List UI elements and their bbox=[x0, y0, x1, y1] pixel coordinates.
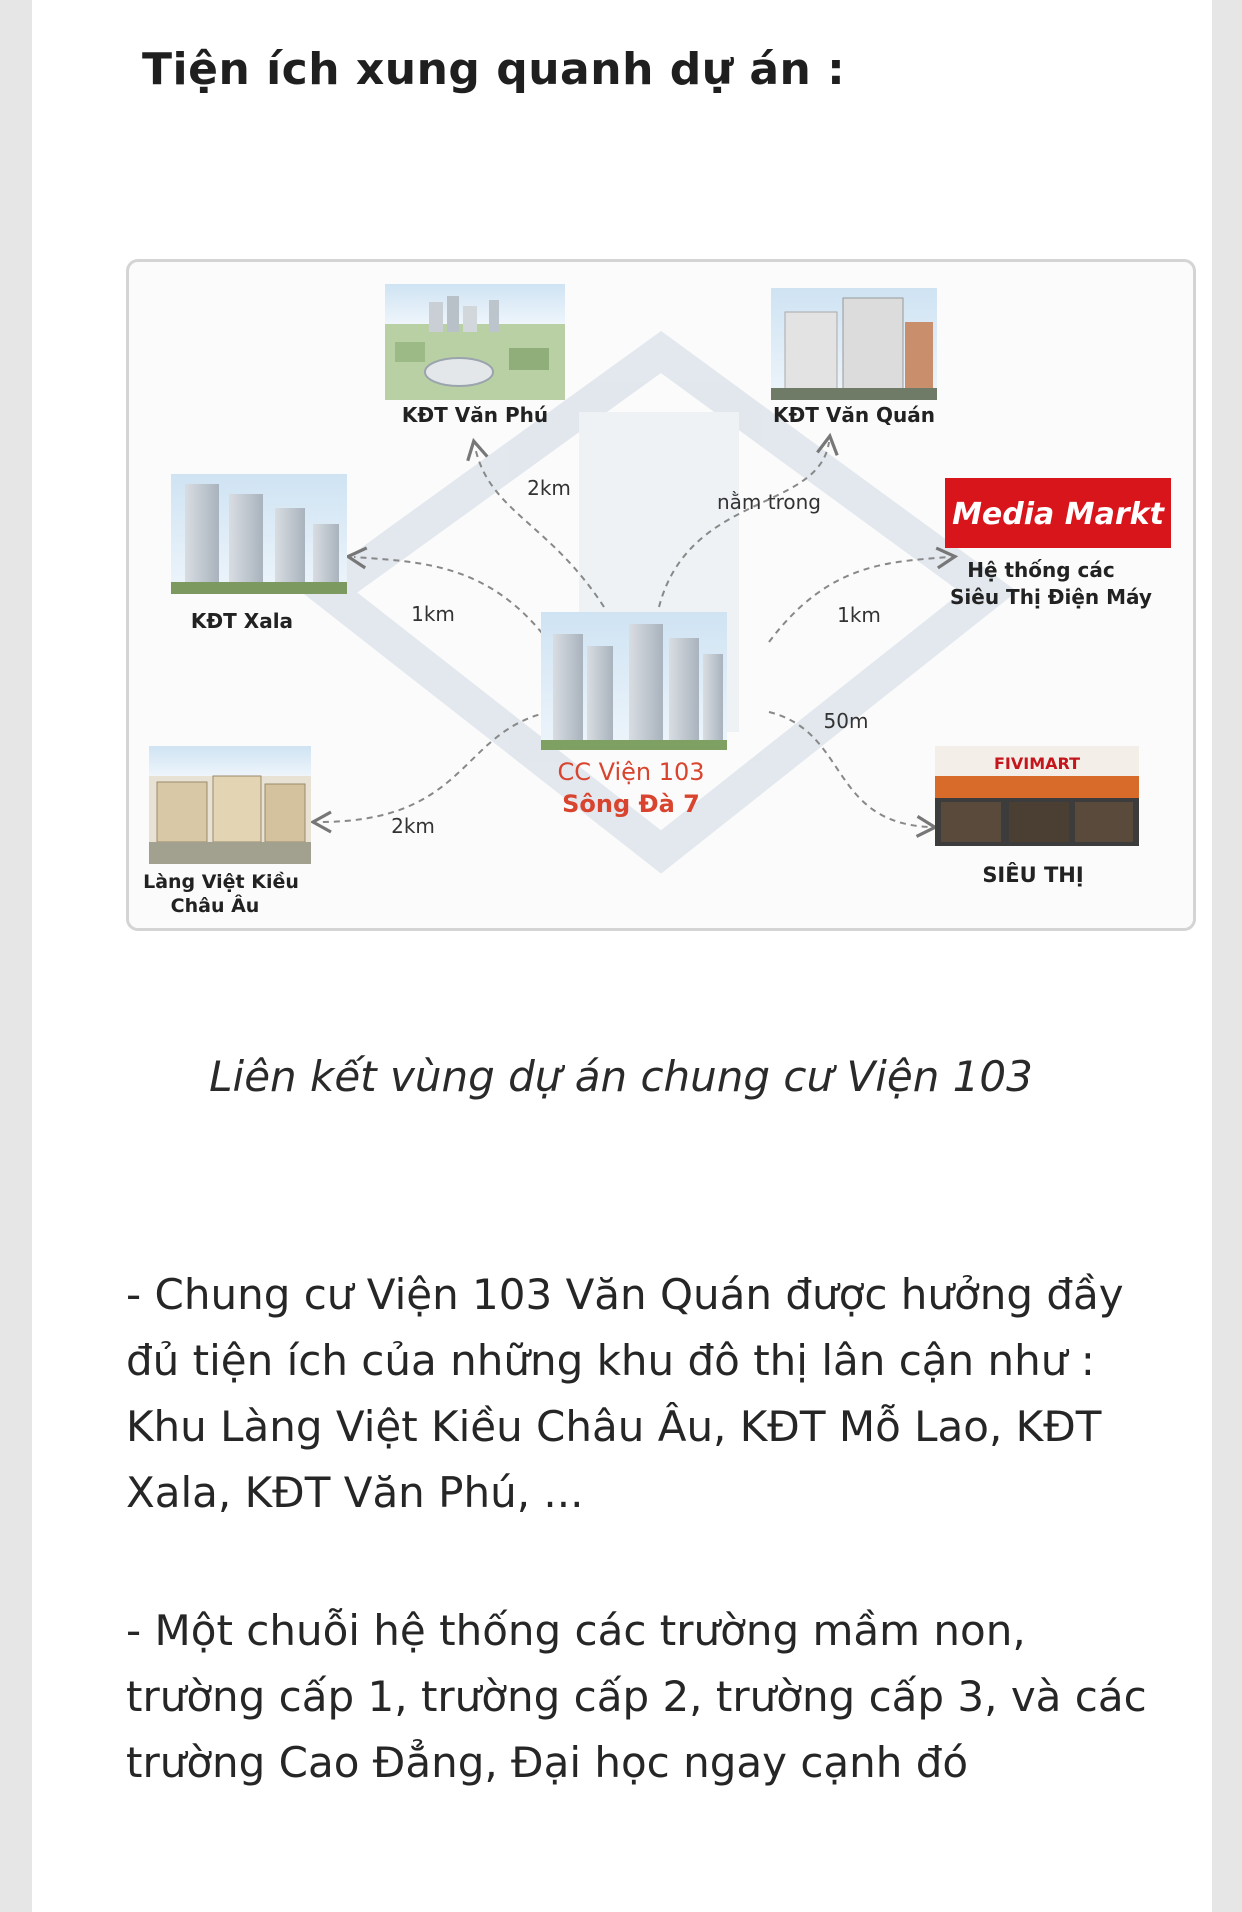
fivimart-store-image bbox=[935, 746, 1139, 846]
van-quan-label: KĐT Văn Quán bbox=[772, 403, 936, 427]
van-quan-distance: nằm trong bbox=[716, 490, 822, 514]
lang-viet-kieu-label-line2: Châu Âu bbox=[170, 895, 260, 917]
lang-viet-kieu-distance: 2km bbox=[391, 814, 435, 838]
paragraph-amenities: - Chung cư Viện 103 Văn Quán được hưởng đầy đủ tiện ích của những khu đô thị lân cận như : Khu Làng Việt Kiều Châu Âu, KĐT Mỗ Lao, KĐT Xala, KĐT Văn Phú, ... bbox=[126, 1270, 1124, 1517]
diagram-svg bbox=[129, 262, 1193, 928]
mediamarkt-logo bbox=[945, 478, 1171, 548]
van-phu-label: KĐT Văn Phú bbox=[401, 403, 549, 427]
paragraph-schools: - Một chuỗi hệ thống các trường mầm non, trường cấp 1, trường cấp 2, trường cấp 3, và các trường Cao Đẳng, Đại học ngay cạnh đó bbox=[126, 1606, 1147, 1787]
van-phu-distance: 2km bbox=[527, 476, 571, 500]
lang-viet-kieu-label-line1: Làng Việt Kiều bbox=[143, 871, 299, 893]
sieu-thi-distance: 50m bbox=[823, 709, 869, 733]
article-page bbox=[32, 0, 1212, 1912]
area-connection-diagram bbox=[126, 259, 1196, 931]
mediamarkt-label-line2: Siêu Thị Điện Máy bbox=[950, 585, 1152, 609]
xala-label: KĐT Xala bbox=[190, 609, 294, 633]
van-quan-image bbox=[771, 288, 937, 400]
sieu-thi-label: SIÊU THỊ bbox=[982, 863, 1084, 887]
mediamarkt-logo-text: Media Markt bbox=[952, 497, 1164, 532]
section-heading: Tiện ích xung quanh dự án : bbox=[142, 44, 846, 95]
fivimart-logo-text: FIVIMART bbox=[993, 754, 1081, 773]
xala-image bbox=[171, 474, 347, 594]
center-label-line1: CC Viện 103 bbox=[557, 758, 705, 786]
center-building-image bbox=[541, 612, 727, 750]
van-phu-image bbox=[385, 284, 565, 400]
xala-distance: 1km bbox=[411, 602, 455, 626]
center-label-line2: Sông Đà 7 bbox=[562, 790, 700, 818]
lang-viet-kieu-image bbox=[149, 746, 311, 864]
mediamarkt-label-line1: Hệ thống các bbox=[967, 558, 1115, 582]
figure-caption: Liên kết vùng dự án chung cư Viện 103 bbox=[209, 1052, 1033, 1101]
mediamarkt-distance: 1km bbox=[837, 603, 881, 627]
